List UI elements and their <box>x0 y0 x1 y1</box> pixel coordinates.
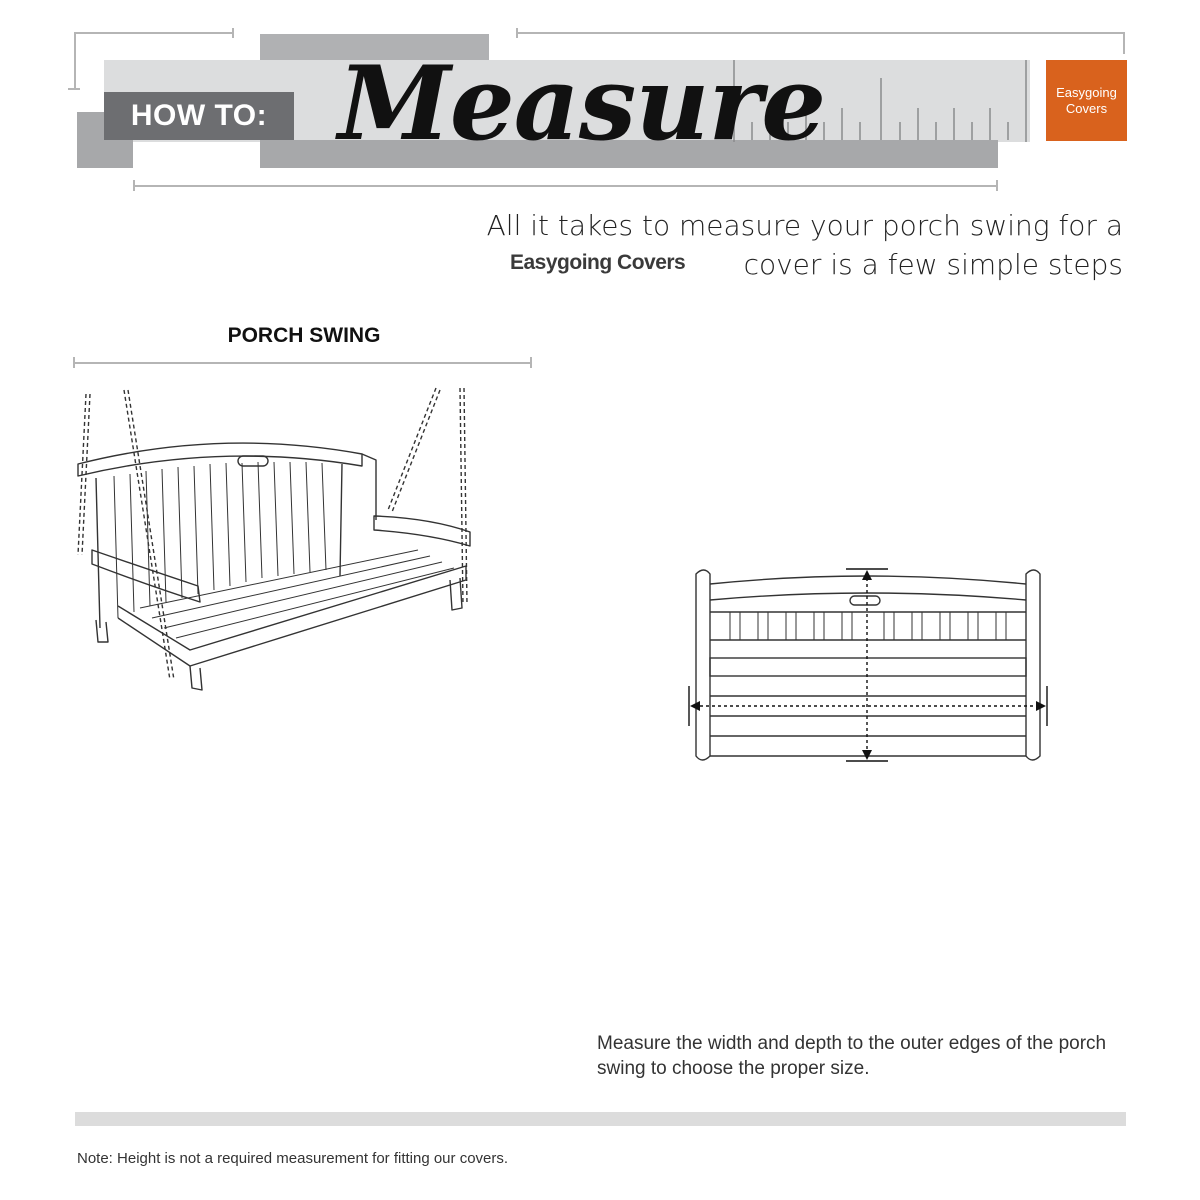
section-title-underline <box>74 362 532 364</box>
right-armrest <box>362 454 470 546</box>
guide-line-right-vertical <box>1123 32 1125 54</box>
section-underline-tick-right <box>530 357 532 368</box>
guide-line-top-left-tick <box>232 28 234 38</box>
left-post <box>696 570 710 760</box>
intro-line-1: All it takes to measure your porch swing for a <box>486 209 1123 242</box>
instruction-caption: Measure the width and depth to the outer edges of the porch swing to choose the proper size. <box>597 1033 1107 1079</box>
guide-line-under-banner-tick-left <box>133 180 135 191</box>
guide-line-under-banner <box>134 185 998 187</box>
slat-row-dividers <box>730 612 1006 640</box>
seat-slat-lines <box>710 696 1026 756</box>
guide-line-under-banner-tick-right <box>996 180 998 191</box>
slat-row-top <box>710 612 1026 640</box>
guide-line-top-right-tick <box>516 28 518 38</box>
porch-swing-illustration <box>70 380 490 700</box>
section-title: PORCH SWING <box>227 324 381 347</box>
seat-slat-1 <box>710 658 1026 676</box>
guide-line-top-right <box>518 32 1124 34</box>
seat-front-rail <box>118 566 466 666</box>
guide-line-left-vertical <box>74 32 76 90</box>
right-back-chain <box>388 388 440 512</box>
intro-brand-logo: Easygoing Covers <box>510 251 686 274</box>
section-underline-tick-left <box>73 357 75 368</box>
backrest-slats <box>114 462 326 618</box>
guide-line-top-left <box>74 32 234 34</box>
measurement-diagram <box>680 560 1050 770</box>
brand-logo-line2: Covers <box>1065 100 1108 116</box>
guide-line-left-tick <box>68 88 80 90</box>
width-arrow <box>689 686 1047 726</box>
front-left-leg <box>190 666 202 690</box>
backrest-top-rail <box>78 443 362 476</box>
how-to-label: HOW TO: <box>104 92 294 140</box>
right-post <box>1026 570 1040 760</box>
left-armrest <box>92 550 200 602</box>
depth-arrow <box>846 569 888 761</box>
footer-note: Note: Height is not a required measurement for fitting our covers. <box>77 1150 509 1167</box>
brand-logo-line1: Easygoing <box>1056 84 1117 100</box>
footer-divider-bar <box>75 1112 1126 1126</box>
page-title: Measure <box>338 44 826 164</box>
brand-logo <box>1046 60 1127 141</box>
intro-line-2: cover is a few simple steps <box>743 248 1123 281</box>
seat-slats <box>140 550 454 638</box>
handle <box>850 596 880 605</box>
back-left-leg <box>96 620 108 642</box>
